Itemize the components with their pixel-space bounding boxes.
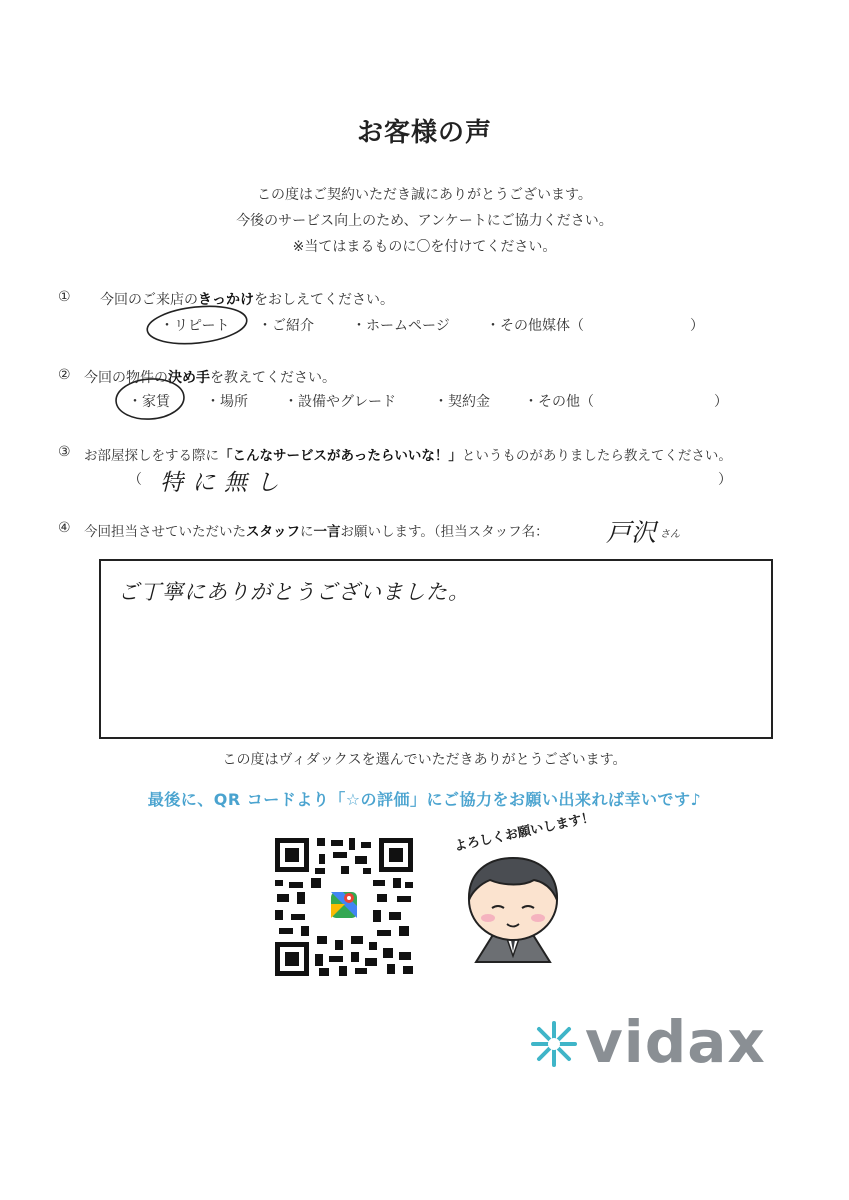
thanks-message: この度はヴィダックスを選んでいただきありがとうございます。: [222, 752, 627, 768]
intro-line-2: 今後のサービス向上のため、アンケートにご協力ください。: [236, 213, 613, 229]
q3-handwritten-answer: 特に無し: [160, 470, 288, 496]
q2-option-other[interactable]: ・その他（: [524, 394, 594, 410]
q2-option-rent[interactable]: ・家賃: [128, 394, 170, 410]
question-3-text: お部屋探しをする際に「こんなサービスがあったらいいな！」というものがありましたら教えてください。: [84, 448, 732, 464]
q2-option-location[interactable]: ・場所: [206, 394, 248, 410]
staff-name-handwritten: 戸沢: [606, 518, 657, 547]
question-4-number: ④: [58, 520, 71, 536]
q3-answer-close: ）: [718, 472, 732, 488]
question-3-number: ③: [58, 444, 71, 460]
vidax-logo-text: vidax: [585, 1008, 766, 1076]
vidax-snowflake-logo-icon: [530, 1020, 578, 1068]
q1-option-homepage[interactable]: ・ホームページ: [352, 318, 450, 334]
q1-option-repeat[interactable]: ・リピート: [160, 318, 230, 334]
staff-comment-handwritten: ご丁寧にありがとうございました。: [118, 580, 470, 604]
question-1-text: 今回のご来店のきっかけをおしえてください。: [100, 292, 394, 308]
q2-option-close: ）: [714, 394, 728, 410]
question-2-text: 今回の物件の決め手を教えてください。: [84, 370, 336, 386]
question-2-number: ②: [58, 367, 71, 383]
question-1-number: ①: [58, 289, 71, 305]
staff-name-suffix: さん: [660, 529, 680, 540]
q1-option-close: ）: [690, 318, 704, 334]
intro-line-1: この度はご契約いただき誠にありがとうございます。: [257, 187, 592, 203]
q2-option-contract-fee[interactable]: ・契約金: [434, 394, 490, 410]
mascot-speech-text: よろしくお願いします！: [452, 810, 596, 855]
q3-answer-open: （: [128, 472, 142, 488]
q2-option-equipment[interactable]: ・設備やグレード: [284, 394, 396, 410]
intro-line-3: ※当てはまるものに〇を付けてください。: [292, 239, 557, 255]
qr-request-message: 最後に、QR コードより「☆の評価」にご協力をお願い出来れば幸いです♪: [147, 790, 702, 809]
question-4-text: 今回担当させていただいたスタッフに一言お願いします。（担当スタッフ名：: [84, 524, 549, 540]
q1-option-other-media[interactable]: ・その他媒体（: [486, 318, 584, 334]
page-title: お客様の声: [356, 118, 492, 148]
q1-option-referral[interactable]: ・ご紹介: [258, 318, 314, 334]
qr-code-icon[interactable]: [273, 836, 415, 978]
